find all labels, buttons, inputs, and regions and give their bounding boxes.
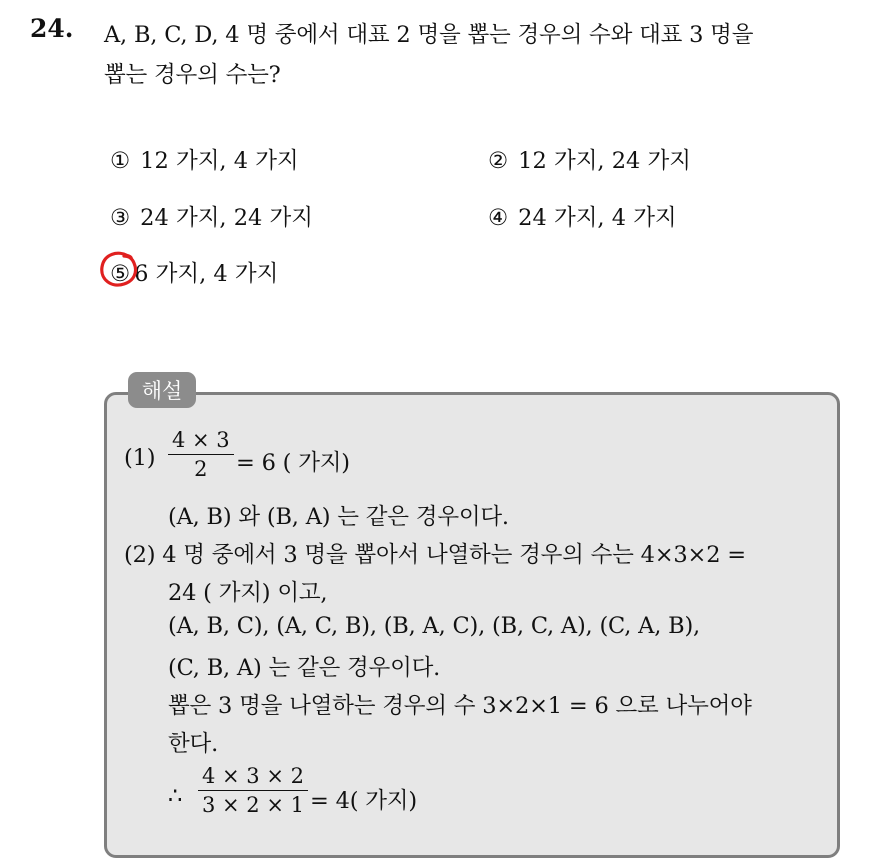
solution-part2-line4: (C, B, A) 는 같은 경우이다. (168, 655, 441, 681)
solution-part2-line2: 24 ( 가지) 이고, (168, 580, 328, 606)
choice-3[interactable] (110, 200, 313, 232)
choice-5-text: 6 가지, 4 가지 (134, 261, 279, 287)
solution-part2-numerator: 4 × 3 × 2 (198, 764, 308, 791)
question-text-line-2: 뽑는 경우의 수는? (104, 62, 281, 88)
choice-4-mark: ④ (488, 205, 509, 231)
solution-part2-denominator: 3 × 2 × 1 (202, 793, 304, 817)
question-number: 24. (30, 14, 74, 43)
solution-tag: 해설 (128, 372, 196, 408)
solution-part2-fraction (198, 764, 308, 817)
choice-3-text: 24 가지, 24 가지 (140, 205, 313, 231)
answer-circle-icon (98, 250, 140, 290)
solution-part2-result: = 4( 가지) (310, 788, 417, 814)
question-text-line-1: A, B, C, D, 4 명 중에서 대표 2 명을 뽑는 경우의 수와 대표 3 명을 (104, 22, 754, 48)
solution-part1-result: = 6 ( 가지) (236, 450, 350, 476)
choice-2[interactable] (488, 143, 691, 175)
solution-part2-line6: 한다. (168, 731, 219, 757)
choice-1-mark: ① (110, 148, 131, 174)
solution-part1-line2: (A, B) 와 (B, A) 는 같은 경우이다. (168, 504, 509, 530)
choice-2-mark: ② (488, 148, 509, 174)
solution-part1-denominator: 2 (194, 457, 208, 481)
choice-5-mark: ⑤ (110, 261, 131, 287)
choice-1[interactable] (110, 143, 299, 175)
therefore-symbol: ∴ (168, 783, 183, 809)
choice-2-text: 12 가지, 24 가지 (518, 148, 691, 174)
solution-part1-numerator: 4 × 3 (168, 428, 234, 455)
choice-1-text: 12 가지, 4 가지 (140, 148, 299, 174)
solution-part2-line3: (A, B, C), (A, C, B), (B, A, C), (B, C, A), (C, A, B), (168, 613, 700, 639)
choice-3-mark: ③ (110, 205, 131, 231)
solution-part2-line5: 뽑은 3 명을 나열하는 경우의 수 3×2×1 = 6 으로 나누어야 (168, 693, 752, 719)
choice-4[interactable] (488, 200, 677, 232)
solution-part1-label: (1) (124, 445, 156, 471)
choice-4-text: 24 가지, 4 가지 (518, 205, 677, 231)
solution-part2-line1: (2) 4 명 중에서 3 명을 뽑아서 나열하는 경우의 수는 4×3×2 = (124, 542, 746, 568)
solution-part1-fraction (168, 428, 234, 481)
